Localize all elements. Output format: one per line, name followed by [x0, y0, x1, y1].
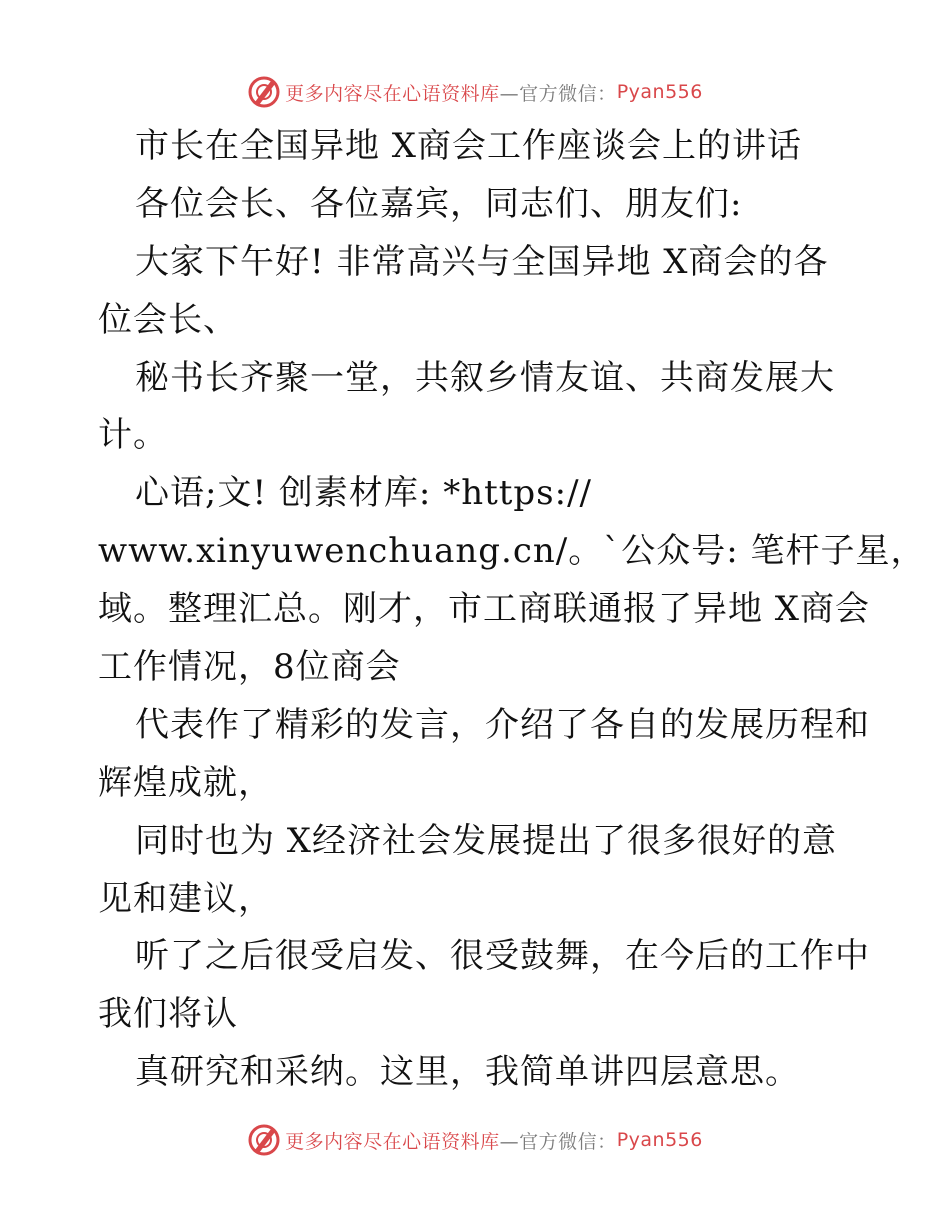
paragraph-line: www.xinyuwenchuang.cn/。`公众号: 笔杆子星，	[98, 531, 926, 572]
watermark-id: Pyan556	[616, 81, 703, 103]
paragraph-line: 大家下午好! 非常高兴与全国异地 X商会的各	[135, 241, 829, 282]
paragraph-line: 同时也为 X经济社会发展提出了很多很好的意	[135, 820, 838, 861]
paragraph-line: 心语;文! 创素材库: *https://	[135, 473, 592, 514]
pen-logo-icon	[247, 75, 281, 109]
pen-logo-icon	[247, 1123, 281, 1157]
watermark-text-red: 更多内容尽在心语资料库	[285, 82, 500, 105]
watermark-text-red: 更多内容尽在心语资料库	[285, 1130, 500, 1153]
paragraph-line: 秘书长齐聚一堂，共叙乡情友谊、共商发展大	[135, 357, 835, 398]
watermark-text-gray: —官方微信：	[499, 82, 617, 105]
paragraph-line: 计。	[98, 415, 168, 456]
paragraph-line: 工作情况，8位商会	[98, 647, 401, 688]
watermark-header	[0, 72, 950, 112]
paragraph-line: 真研究和采纳。这里，我简单讲四层意思。	[135, 1052, 800, 1093]
salutation: 各位会长、各位嘉宾，同志们、朋友们:	[135, 183, 743, 224]
document-body	[98, 118, 926, 1102]
paragraph-line: 代表作了精彩的发言，介绍了各自的发展历程和	[135, 704, 870, 745]
watermark-footer	[0, 1120, 950, 1160]
paragraph-line: 听了之后很受启发、很受鼓舞，在今后的工作中	[135, 936, 870, 977]
watermark-text-gray: —官方微信：	[499, 1130, 617, 1153]
paragraph-line: 见和建议，	[98, 878, 273, 919]
document-title: 市长在全国异地 X商会工作座谈会上的讲话	[135, 126, 803, 166]
watermark-id: Pyan556	[616, 1129, 703, 1151]
paragraph-line: 域。整理汇总。刚才，市工商联通报了异地 X商会	[98, 589, 871, 630]
paragraph-line: 我们将认	[98, 994, 238, 1035]
paragraph-line: 辉煌成就，	[98, 762, 273, 803]
paragraph-line: 位会长、	[98, 299, 238, 340]
